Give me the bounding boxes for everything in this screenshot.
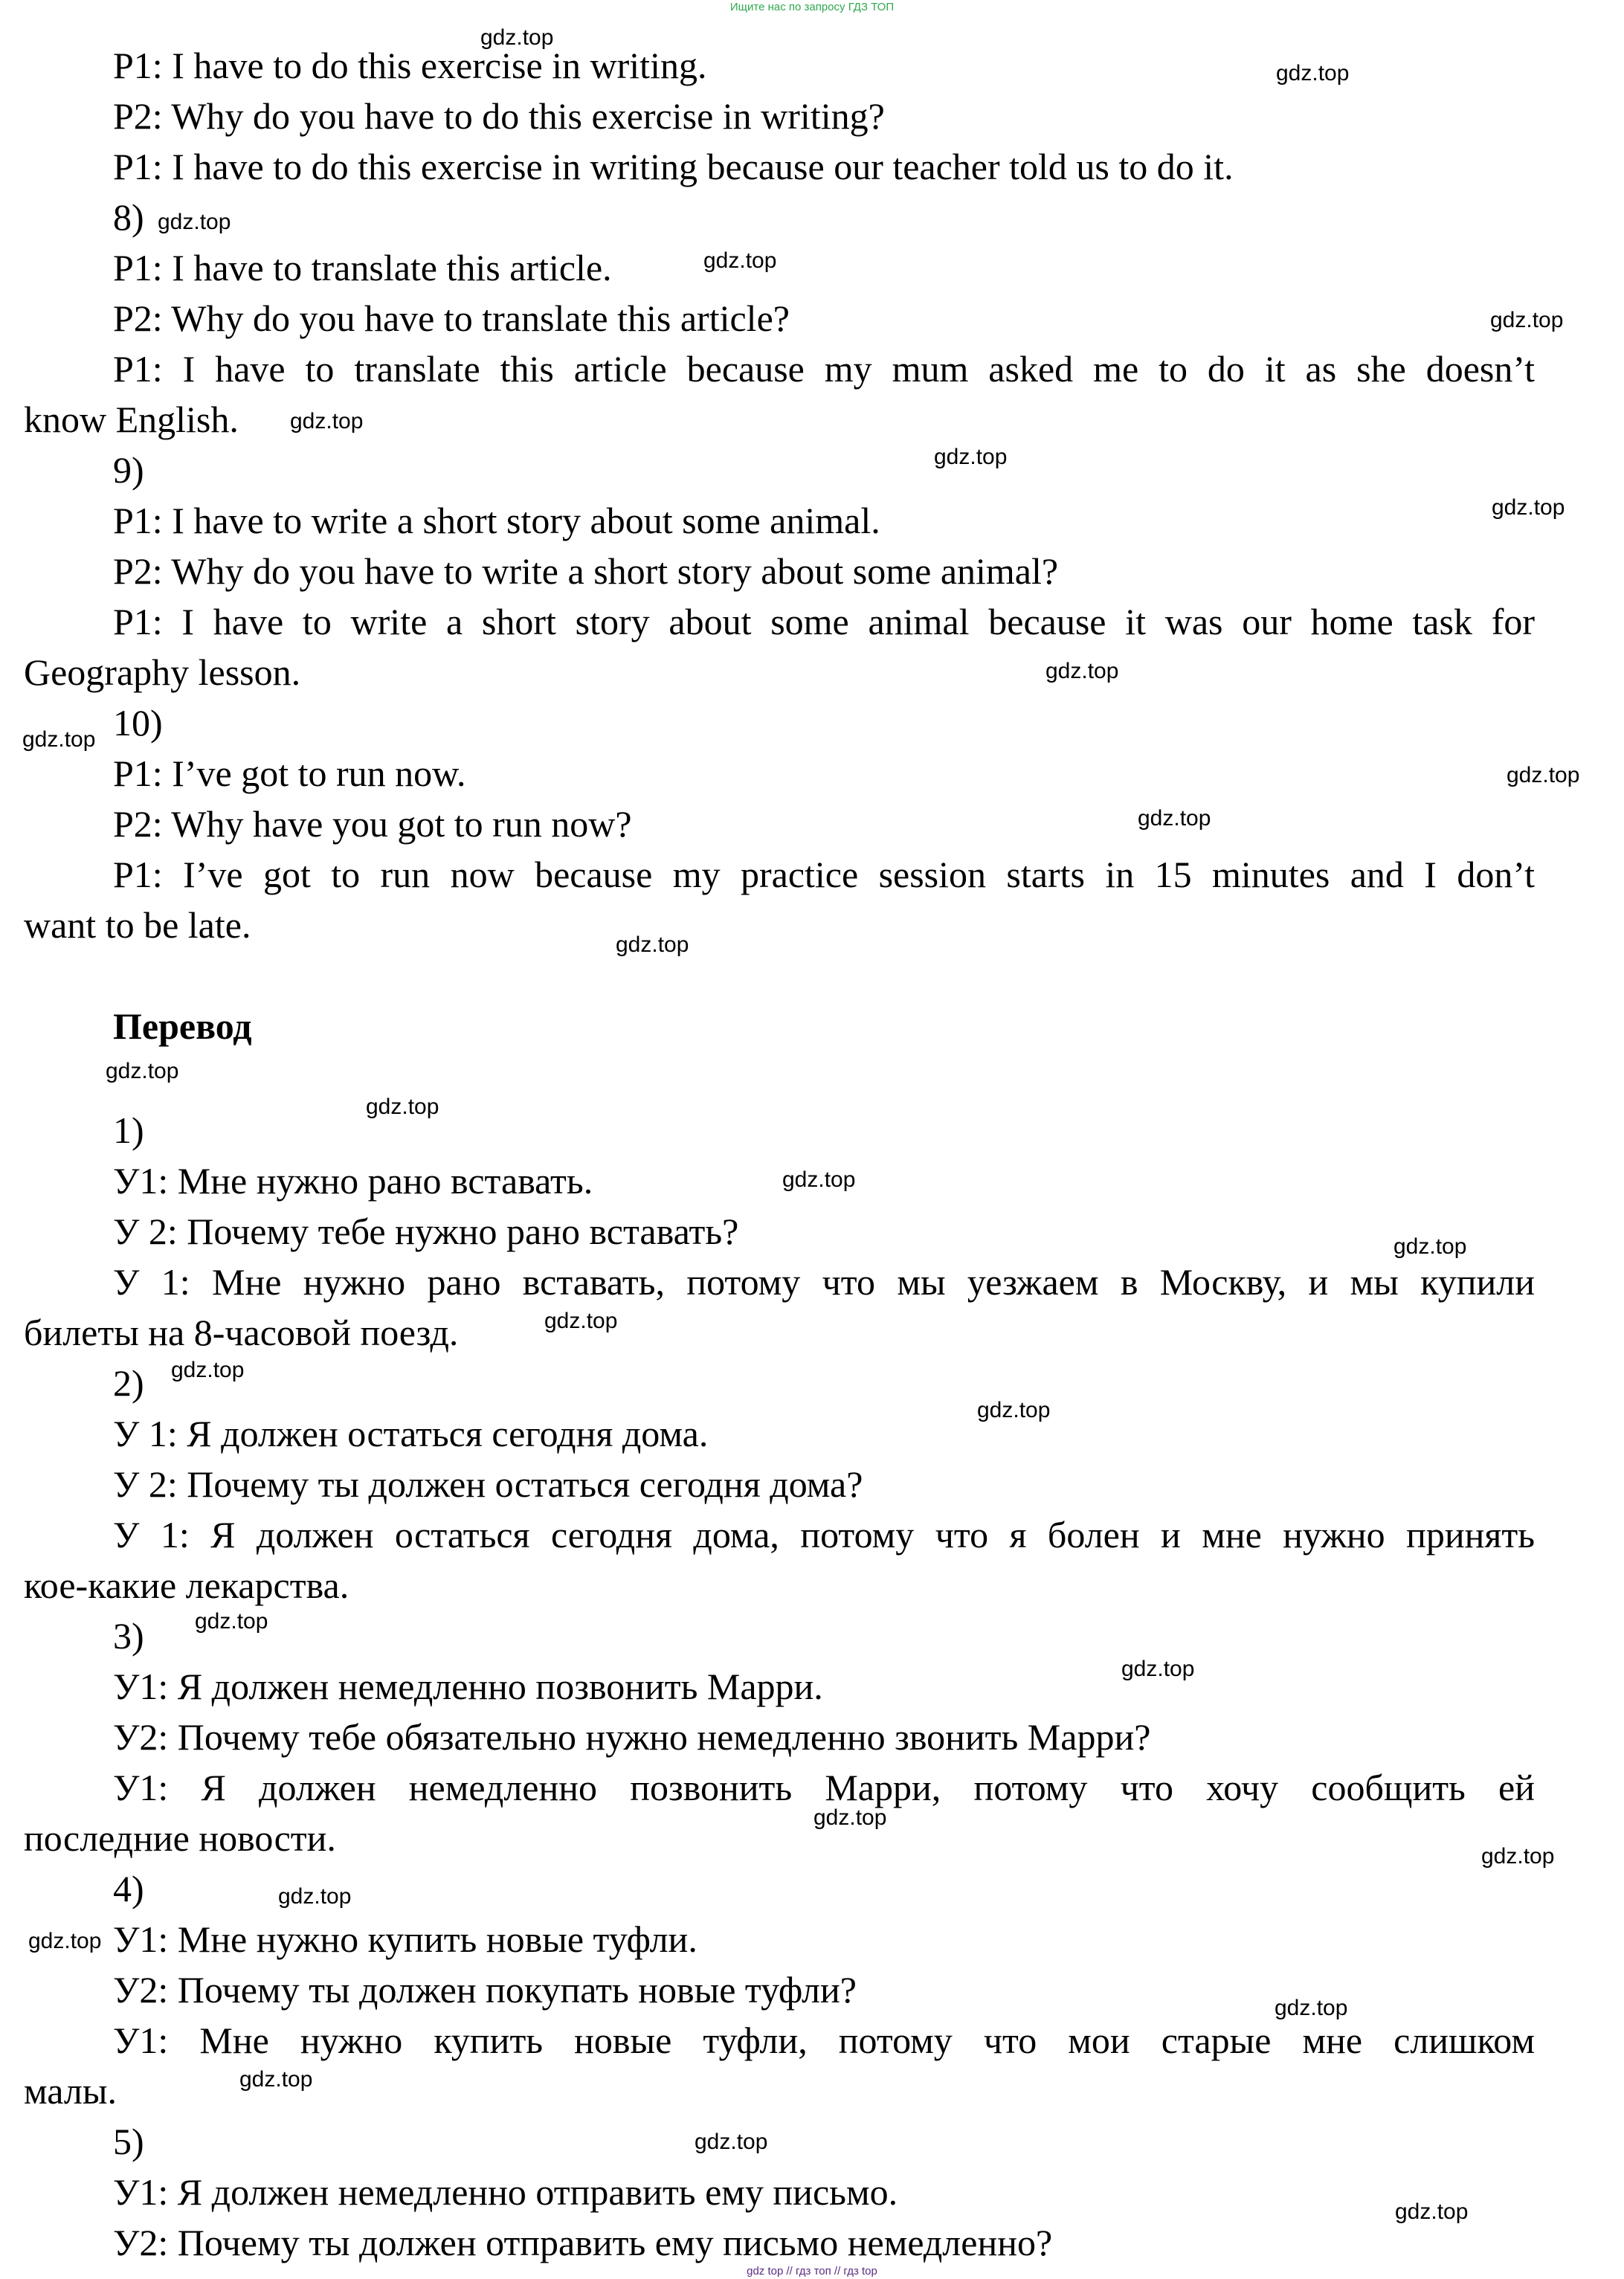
translation-heading: Перевод <box>113 1005 252 1047</box>
watermark: gdz.top <box>1276 61 1350 86</box>
watermark: gdz.top <box>1492 495 1565 520</box>
dialogue-line: У2: Почему ты должен покупать новые туфли? <box>113 1969 857 2011</box>
watermark: gdz.top <box>544 1309 618 1333</box>
watermark: gdz.top <box>1121 1657 1195 1681</box>
watermark: gdz.top <box>703 248 777 273</box>
dialogue-line: У 2: Почему тебе нужно рано вставать? <box>113 1211 739 1252</box>
dialogue-line-continuation: Geography lesson. <box>24 651 301 693</box>
dialogue-line: P2: Why have you got to run now? <box>113 803 632 845</box>
watermark: gdz.top <box>977 1398 1051 1422</box>
item-number: 9) <box>113 449 144 491</box>
dialogue-line: P1: I have to write a short story about some animal because it was our home task for <box>113 601 1535 642</box>
dialogue-line: У 2: Почему ты должен остаться сегодня дома? <box>113 1463 863 1505</box>
dialogue-line-continuation: малы. <box>24 2070 117 2112</box>
dialogue-line: У1: Мне нужно купить новые туфли. <box>113 1918 697 1960</box>
watermark: gdz.top <box>1393 1234 1467 1259</box>
dialogue-line: P1: I have to write a short story about some animal. <box>113 500 880 541</box>
watermark: gdz.top <box>934 445 1008 469</box>
item-number: 8) <box>113 196 144 238</box>
watermark: gdz.top <box>695 2130 768 2154</box>
item-number: 1) <box>113 1109 144 1151</box>
watermark: gdz.top <box>480 25 554 50</box>
dialogue-line: У1: Я должен немедленно позвонить Марри, потому что хочу сообщить ей <box>113 1767 1535 1808</box>
dialogue-line: P1: I have to do this exercise in writing because our teacher told us to do it. <box>113 146 1234 187</box>
dialogue-line-continuation: билеты на 8-часовой поезд. <box>24 1312 459 1353</box>
dialogue-line: P1: I have to translate this article. <box>113 247 612 288</box>
dialogue-line: P1: I have to do this exercise in writing. <box>113 45 707 86</box>
dialogue-line-continuation: последние новости. <box>24 1817 336 1859</box>
watermark: gdz.top <box>1045 659 1119 683</box>
watermark: gdz.top <box>158 210 231 234</box>
watermark: gdz.top <box>782 1167 856 1192</box>
dialogue-line: У1: Мне нужно купить новые туфли, потому что мои старые мне слишком <box>113 2019 1535 2061</box>
item-number: 5) <box>113 2121 144 2162</box>
watermark: gdz.top <box>1481 1844 1555 1869</box>
item-number: 2) <box>113 1362 144 1404</box>
watermark: gdz.top <box>28 1929 102 1953</box>
search-banner[interactable]: Ищите нас по запросу ГДЗ ТОП <box>729 1 895 13</box>
watermark: gdz.top <box>1490 308 1564 332</box>
dialogue-line-continuation: want to be late. <box>24 904 251 946</box>
dialogue-line: У2: Почему тебе обязательно нужно немедленно звонить Марри? <box>113 1716 1151 1758</box>
watermark: gdz.top <box>366 1095 439 1119</box>
watermark: gdz.top <box>616 932 689 957</box>
item-number: 10) <box>113 702 163 744</box>
dialogue-line: У1: Я должен немедленно позвонить Марри. <box>113 1666 823 1707</box>
watermark: gdz.top <box>195 1609 268 1634</box>
watermark: gdz.top <box>106 1059 179 1083</box>
item-number: 3) <box>113 1615 144 1657</box>
dialogue-line: У 1: Мне нужно рано вставать, потому что мы уезжаем в Москву, и мы купили <box>113 1261 1535 1303</box>
dialogue-line: У1: Мне нужно рано вставать. <box>113 1160 593 1202</box>
footer-links[interactable]: gdz top // гдз топ // гдз top <box>747 2265 877 2278</box>
dialogue-line-continuation: кое-какие лекарства. <box>24 1564 349 1606</box>
dialogue-line: P2: Why do you have to do this exercise in writing? <box>113 95 885 137</box>
dialogue-line: У 1: Я должен остаться сегодня дома. <box>113 1413 709 1454</box>
dialogue-line: У2: Почему ты должен отправить ему письмо немедленно? <box>113 2222 1053 2263</box>
watermark: gdz.top <box>1507 763 1580 787</box>
dialogue-line: P2: Why do you have to translate this article? <box>113 297 790 339</box>
dialogue-line-continuation: know English. <box>24 399 239 440</box>
watermark: gdz.top <box>171 1358 245 1382</box>
dialogue-line: P2: Why do you have to write a short story about some animal? <box>113 550 1059 592</box>
dialogue-line: У 1: Я должен остаться сегодня дома, потому что я болен и мне нужно принять <box>113 1514 1535 1556</box>
dialogue-line: P1: I have to translate this article because my mum asked me to do it as she doesn’t <box>113 348 1535 390</box>
watermark: gdz.top <box>1395 2199 1469 2224</box>
watermark: gdz.top <box>278 1884 352 1909</box>
watermark: gdz.top <box>813 1805 887 1830</box>
watermark: gdz.top <box>1275 1996 1348 2020</box>
watermark: gdz.top <box>239 2067 313 2092</box>
dialogue-line: У1: Я должен немедленно отправить ему письмо. <box>113 2171 898 2213</box>
item-number: 4) <box>113 1868 144 1909</box>
watermark: gdz.top <box>290 409 364 433</box>
watermark: gdz.top <box>1138 806 1211 831</box>
dialogue-line: P1: I’ve got to run now. <box>113 752 466 794</box>
watermark: gdz.top <box>22 727 96 752</box>
dialogue-line: P1: I’ve got to run now because my practice session starts in 15 minutes and I don’t <box>113 854 1535 895</box>
